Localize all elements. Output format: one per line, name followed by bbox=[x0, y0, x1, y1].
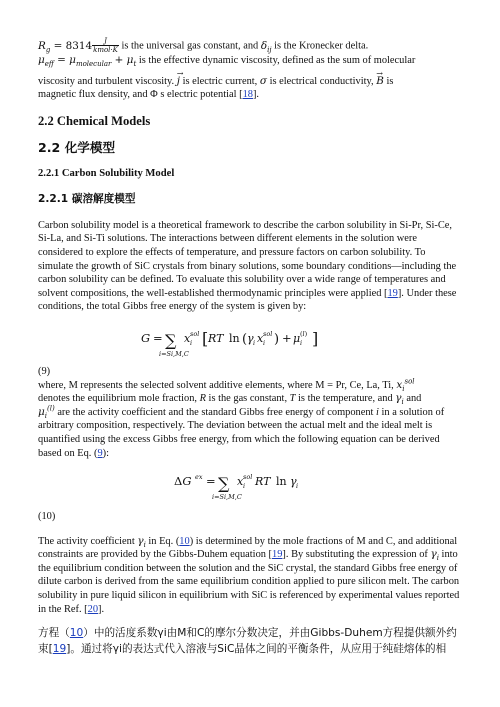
body-text: in a solution of arbitrary composition, respectively. The deviation between the actual melt and the ideal melt is quantified using the excess Gibbs free energy, from which the following equation can be derived based on Eq. ( bbox=[38, 406, 445, 459]
mu-formula: $\mu_{eff} = \mu_{molecular} + \mu_t$ bbox=[38, 54, 137, 69]
equation-9 bbox=[38, 325, 462, 359]
body-text: denotes the equilibrium mole fraction, bbox=[38, 393, 200, 405]
def-text: is bbox=[383, 75, 394, 87]
svg-text:sol: sol bbox=[263, 329, 273, 338]
mu-l-symbol: $\mu_i^{(l)}$ bbox=[38, 404, 55, 420]
paragraph-1 bbox=[38, 219, 462, 314]
def-text: is electrical conductivity, bbox=[266, 75, 377, 87]
def-text: is the effective dynamic viscosity, defined as the sum of molecular bbox=[136, 55, 416, 66]
equation-link[interactable]: 10 bbox=[179, 535, 190, 547]
symbol-i: i bbox=[376, 406, 379, 418]
svg-text:i: i bbox=[190, 338, 193, 347]
equation-10-number: (10) bbox=[38, 511, 56, 523]
equation-link[interactable]: 10 bbox=[69, 627, 84, 640]
body-text: is the temperature, and bbox=[295, 393, 396, 405]
body-text: ]. bbox=[98, 603, 105, 615]
svg-text:): ) bbox=[274, 331, 280, 347]
equation-10-svg bbox=[170, 468, 330, 502]
body-text-cn: 方程（ bbox=[38, 627, 70, 640]
svg-text:sol: sol bbox=[190, 329, 200, 338]
equation-9-svg bbox=[135, 325, 365, 359]
subsection-heading-cn: 2.2.1 碳溶解度模型 bbox=[38, 192, 136, 205]
svg-text:x: x bbox=[237, 475, 244, 489]
svg-text:γ: γ bbox=[247, 331, 254, 345]
equation-link[interactable]: 9 bbox=[97, 447, 103, 459]
def-text: is electric current, bbox=[179, 75, 260, 87]
body-text: ]. Under these conditions, the total Gibbs free energy of the system is given by: bbox=[38, 287, 457, 313]
svg-text:γ: γ bbox=[290, 475, 297, 489]
body-text-cn: ]。通过将γi的表达式代入溶液与SiC晶体之间的平衡条件，从应用于纯硅熔体的相 bbox=[66, 642, 447, 655]
body-text: and bbox=[403, 393, 422, 405]
definitions-block bbox=[38, 37, 462, 102]
svg-text:x: x bbox=[257, 331, 264, 345]
def-text: viscosity and turbulent viscosity. bbox=[38, 75, 177, 87]
section-heading-en: 2.2 Chemical Models bbox=[38, 113, 151, 128]
svg-text:(: ( bbox=[242, 331, 248, 347]
body-text: where, M represents the selected solvent additive elements, where M = Pr, Ce, La, Ti, bbox=[38, 379, 397, 391]
sigma-symbol: σ bbox=[259, 74, 267, 87]
svg-text:sol: sol bbox=[243, 473, 253, 482]
svg-text:x: x bbox=[184, 331, 191, 345]
citation-link[interactable]: 20 bbox=[87, 603, 99, 615]
symbol-t: T bbox=[289, 393, 296, 405]
def-text: magnetic flux density, and Φ s electric potential [ bbox=[38, 89, 243, 101]
svg-text:=: = bbox=[206, 474, 216, 489]
body-text-cn: ）中的活度系数γi由M和C的摩尔分数决定，并由Gibbs-Duhem方程提供额外约束[ bbox=[38, 627, 457, 655]
svg-text:i: i bbox=[263, 338, 266, 347]
equation-10 bbox=[38, 468, 462, 502]
svg-text:RT: RT bbox=[255, 475, 271, 489]
citation-link[interactable]: 19 bbox=[272, 549, 283, 561]
paragraph-2 bbox=[38, 379, 462, 461]
gamma-symbol: $\gamma_i$ bbox=[430, 548, 439, 563]
def-line-3 bbox=[38, 75, 462, 89]
svg-text:i: i bbox=[296, 482, 299, 491]
rg-formula: $R_g = 8314$ $\frac{J}{\text{kmol·K}}$ bbox=[38, 37, 118, 54]
body-text: are the activity coefficient and the standard Gibbs free energy of component bbox=[54, 406, 377, 418]
gamma-symbol: $\gamma_i$ bbox=[137, 534, 146, 549]
def-text: is the universal gas constant, and bbox=[118, 40, 261, 52]
svg-text:i=Si,M,C: i=Si,M,C bbox=[212, 493, 242, 502]
body-text: The activity coefficient bbox=[38, 535, 138, 547]
body-text: ) is determined by the mole fractions of M and C, and additional constraints are provided by the Gibbs-Duhem equation [ bbox=[38, 535, 458, 561]
svg-text:(l): (l) bbox=[300, 329, 308, 338]
svg-text:i=Si,M,C: i=Si,M,C bbox=[159, 349, 189, 358]
svg-text:ex: ex bbox=[195, 473, 203, 482]
gamma-symbol: $\gamma_i$ bbox=[395, 392, 404, 407]
svg-text:]: ] bbox=[312, 328, 319, 348]
svg-text:ΔG: ΔG bbox=[174, 474, 192, 489]
svg-text:i: i bbox=[253, 338, 256, 347]
citation-link[interactable]: 19 bbox=[52, 642, 67, 655]
def-line-1 bbox=[38, 37, 462, 54]
def-text: is the Kronecker delta. bbox=[271, 40, 369, 52]
body-text: in Eq. ( bbox=[145, 535, 180, 547]
svg-text:∑: ∑ bbox=[165, 330, 177, 350]
svg-text:i: i bbox=[243, 482, 246, 491]
body-text: into the equilibrium condition between the solution and the SiC crystal, the standard Gibbs free energy of dilute carbon is derived from the same equilibrium condition applied to pure silicon melt. The carbon solubility in pure liquid silicon in equilibrium with SiC is referenced by experimental values reported in the Ref. [ bbox=[38, 549, 460, 615]
body-text: ): bbox=[102, 447, 110, 459]
body-text: ]. By substituting the expression of bbox=[282, 549, 431, 561]
section-heading-cn: 2.2 化学模型 bbox=[38, 139, 116, 155]
j-vector: → j bbox=[177, 75, 180, 89]
svg-text:G: G bbox=[141, 330, 151, 345]
body-text: is the gas constant, bbox=[205, 393, 290, 405]
subsection-heading-en: 2.2.1 Carbon Solubility Model bbox=[38, 167, 175, 179]
svg-text:ln: ln bbox=[276, 475, 287, 489]
paragraph-3 bbox=[38, 535, 462, 617]
svg-text:[: [ bbox=[202, 328, 209, 348]
svg-text:i: i bbox=[300, 338, 303, 347]
def-line-2 bbox=[38, 54, 462, 68]
svg-text:=: = bbox=[153, 330, 163, 345]
svg-text:∑: ∑ bbox=[218, 474, 230, 494]
x-sol-symbol: $x_i^{sol}$ bbox=[396, 377, 415, 393]
b-vector: → B bbox=[376, 75, 384, 89]
citation-link[interactable]: 19 bbox=[387, 287, 398, 299]
def-text: ]. bbox=[252, 89, 260, 101]
body-text: Carbon solubility model is a theoretical framework to describe the carbon solubility in Si-Pr, Si-Ce, Si-La, and Si-Ti solutions. The interactions between different elements in the solution were considered to explore the effects of temperature, and pressure factors on carbon solubility. To simulate the growth of SiC crystals from binary solutions, some boundary conditions—including the carbon solubility can be defined. To evaluate this solubility over a wide range of temperatures and solvent compositions, the well-established thermodynamic principles were applied [ bbox=[38, 219, 457, 299]
paragraph-cn bbox=[38, 626, 462, 657]
svg-text:+: + bbox=[282, 330, 292, 345]
symbol-r: R bbox=[199, 393, 206, 405]
delta-symbol: $\delta_{ij}$ bbox=[260, 39, 272, 54]
svg-text:RT: RT bbox=[208, 331, 224, 345]
equation-9-number: (9) bbox=[38, 365, 51, 377]
def-line-4 bbox=[38, 88, 462, 102]
citation-link[interactable]: 18 bbox=[242, 89, 253, 101]
svg-text:μ: μ bbox=[293, 331, 301, 345]
svg-text:ln: ln bbox=[229, 331, 240, 345]
